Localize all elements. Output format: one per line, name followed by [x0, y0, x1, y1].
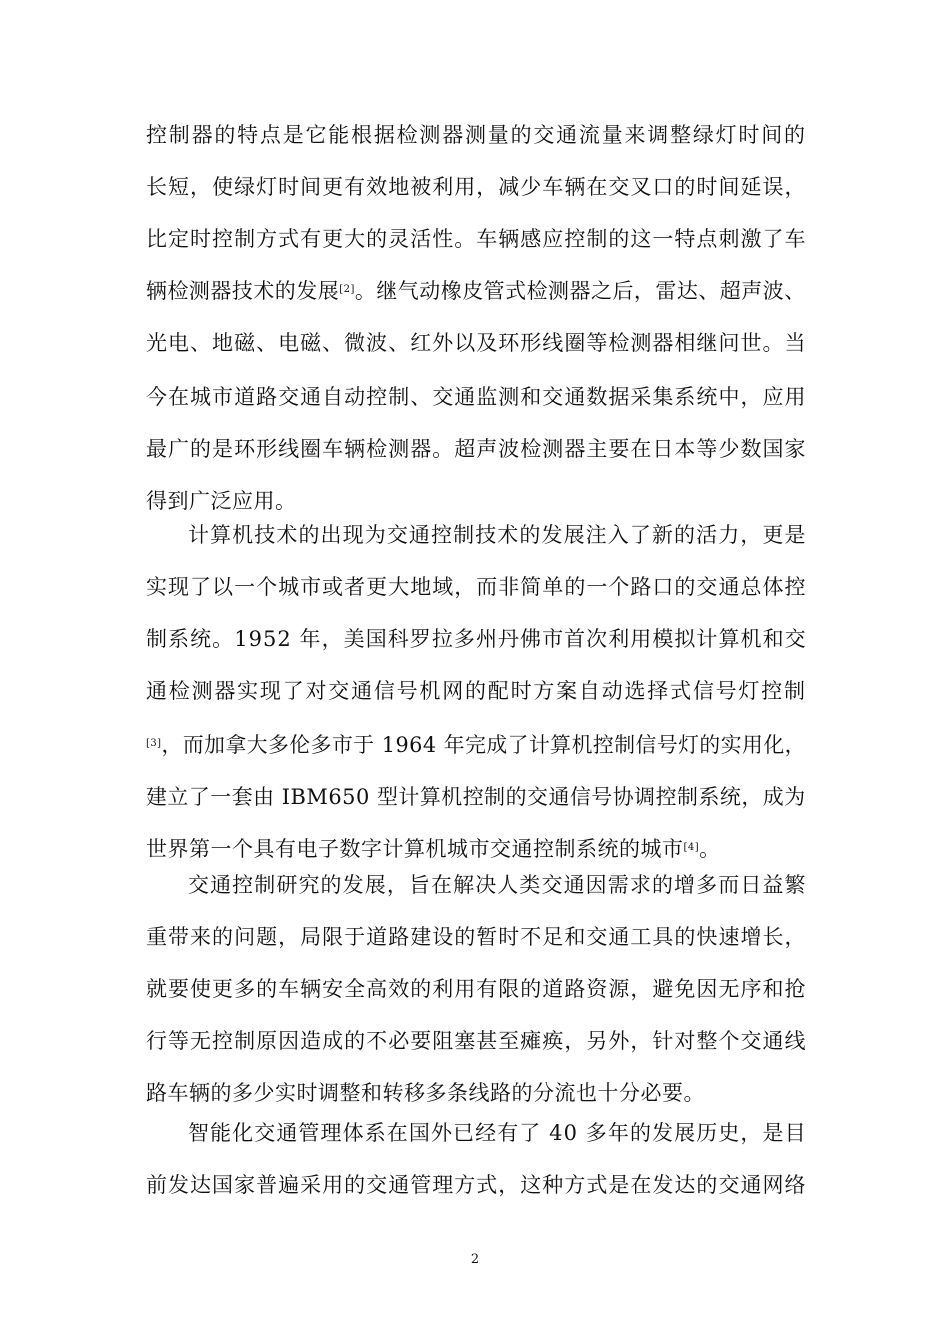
text-line	[146, 328, 807, 358]
line-text: 就要使更多的车辆安全高效的利用有限的道路资源，避免因无序和抢	[146, 977, 807, 1001]
text-line	[146, 676, 807, 706]
line-text: 实现了以一个城市或者更大地域，而非简单的一个路口的交通总体控	[146, 575, 807, 599]
line-text: 长短，使绿灯时间更有效地被利用，减少车辆在交叉口的时间延误，	[146, 175, 807, 199]
line-text: 行等无控制原因造成的不必要阻塞甚至瘫痪，另外，针对整个交通线	[146, 1029, 807, 1053]
citation-ref: [2]	[339, 284, 355, 295]
line-text: 制系统。1952 年，美国科罗拉多州丹佛市首次利用模拟计算机和交	[146, 627, 807, 651]
text-line	[188, 870, 807, 900]
text-line	[146, 224, 807, 254]
text-line	[146, 572, 807, 602]
text-line	[146, 624, 807, 654]
text-line	[146, 172, 807, 202]
line-text: 通检测器实现了对交通信号机网的配时方案自动选择式信号灯控制	[146, 679, 807, 703]
text-line	[146, 922, 807, 952]
text-line	[146, 974, 807, 1004]
text-line	[188, 1118, 807, 1148]
text-line	[188, 520, 807, 550]
text-line	[146, 382, 807, 412]
line-text: 得到广泛应用。	[146, 489, 297, 513]
line-text: 辆检测器技术的发展	[146, 279, 340, 303]
citation-ref: [3]	[146, 738, 162, 749]
text-line	[146, 1170, 807, 1200]
text-line	[146, 1026, 807, 1056]
line-text: 控制器的特点是它能根据检测器测量的交通流量来调整绿灯时间的	[146, 123, 807, 147]
text-line	[146, 120, 807, 150]
text-line	[146, 434, 807, 464]
line-text: 世界第一个具有电子数字计算机城市交通控制系统的城市	[146, 837, 684, 861]
line-text: 最广的是环形线圈车辆检测器。超声波检测器主要在日本等少数国家	[146, 437, 807, 461]
line-text: 比定时控制方式有更大的灵活性。车辆感应控制的这一特点刺激了车	[146, 227, 807, 251]
text-line	[146, 276, 806, 306]
line-text-tail: 。	[699, 837, 721, 861]
line-text-tail: 。继气动橡皮管式检测器之后，雷达、超声波、	[354, 279, 806, 303]
line-text: 建立了一套由 IBM650 型计算机控制的交通信号协调控制系统，成为	[146, 785, 806, 809]
text-line	[146, 782, 806, 812]
citation-ref: [4]	[683, 842, 700, 853]
line-text: 前发达国家普遍采用的交通管理方式，这种方式是在发达的交通网络	[146, 1173, 807, 1197]
line-text: 重带来的问题，局限于道路建设的暂时不足和交通工具的快速增长，	[146, 925, 807, 949]
text-line	[146, 1078, 705, 1108]
line-text: 今在城市道路交通自动控制、交通监测和交通数据采集系统中，应用	[146, 385, 807, 409]
line-text: 路车辆的多少实时调整和转移多条线路的分流也十分必要。	[146, 1081, 705, 1105]
line-text: 交通控制研究的发展，旨在解决人类交通因需求的增多而日益繁	[188, 873, 807, 897]
page-number: 2	[470, 1252, 480, 1267]
line-text-tail: ，而加拿大多伦多市于 1964 年完成了计算机控制信号灯的实用化，	[161, 733, 806, 757]
text-line	[146, 834, 721, 864]
text-line	[146, 486, 297, 516]
line-text: 计算机技术的出现为交通控制技术的发展注入了新的活力，更是	[188, 523, 807, 547]
text-line	[146, 730, 806, 760]
line-text: 智能化交通管理体系在国外已经有了 40 多年的发展历史，是目	[188, 1121, 807, 1145]
line-text: 光电、地磁、电磁、微波、红外以及环形线圈等检测器相继问世。当	[146, 331, 807, 355]
